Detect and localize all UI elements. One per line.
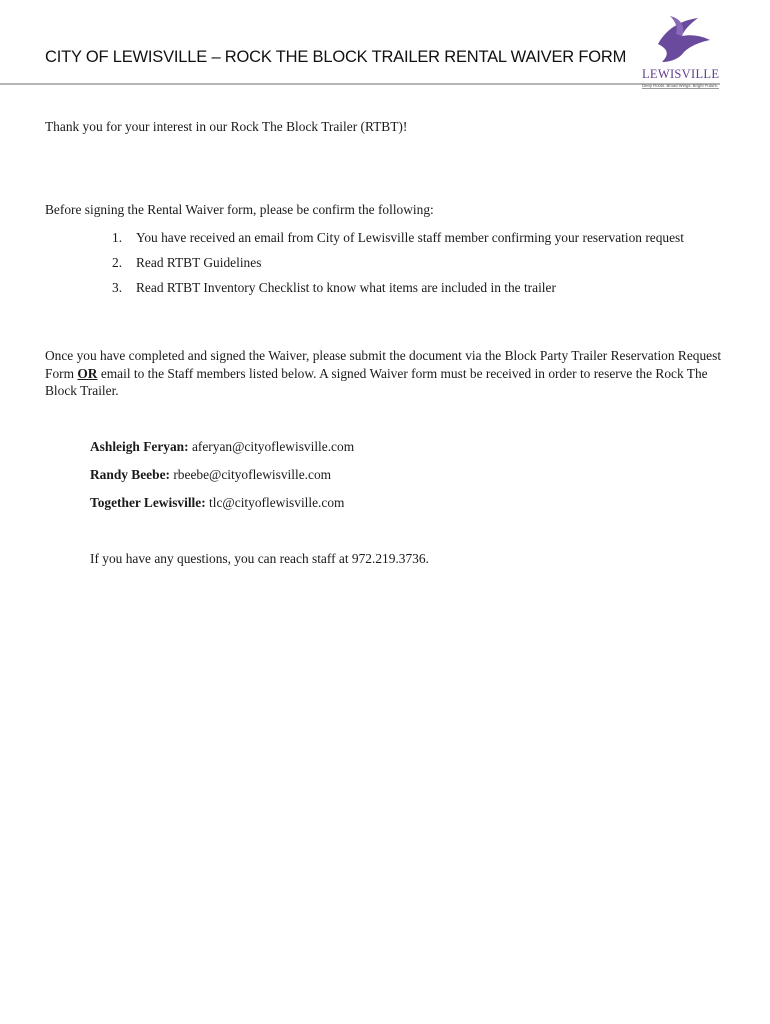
submission-emphasis: OR xyxy=(77,365,98,381)
list-number: 3. xyxy=(112,280,123,295)
contact-list xyxy=(90,438,354,522)
questions-text: If you have any questions, you can reach staff at 972.219.3736. xyxy=(90,551,429,566)
contact-name: Together Lewisville: xyxy=(90,495,206,510)
contact-name: Ashleigh Feryan: xyxy=(90,439,189,454)
list-number: 2. xyxy=(112,255,123,270)
contact-name: Randy Beebe: xyxy=(90,467,170,482)
intro-text: Thank you for your interest in our Rock The Block Trailer (RTBT)! xyxy=(45,119,408,134)
submission-paragraph xyxy=(45,347,725,400)
contact-email: rbeebe@cityoflewisville.com xyxy=(173,467,332,482)
list-item-text: You have received an email from City of Lewisville staff member confirming your reservation request xyxy=(136,230,684,245)
list-item xyxy=(112,254,684,279)
list-item-text: Read RTBT Inventory Checklist to know what items are included in the trailer xyxy=(136,280,556,295)
bird-icon xyxy=(640,14,722,94)
list-item xyxy=(112,229,684,254)
checklist xyxy=(112,229,684,304)
contact-email: aferyan@cityoflewisville.com xyxy=(191,439,355,454)
submission-text-2: email to the Staff members listed below. A signed Waiver form must be received in order to reserve the Rock The Block Trailer. xyxy=(45,365,708,398)
header-divider xyxy=(0,83,720,85)
logo-tagline: Deep Roots. Broad Wings. Bright Future. xyxy=(642,83,719,88)
contact-item xyxy=(90,466,354,494)
list-item-text: Read RTBT Guidelines xyxy=(136,255,262,270)
document-title: CITY OF LEWISVILLE – ROCK THE BLOCK TRAILER RENTAL WAIVER FORM xyxy=(45,48,627,66)
contact-item xyxy=(90,438,354,466)
before-signing-text: Before signing the Rental Waiver form, please be confirm the following: xyxy=(45,202,434,217)
list-item xyxy=(112,279,684,304)
logo-wordmark: LEWISVILLE xyxy=(642,67,720,81)
submission-text-1: Once you have completed and signed the Waiver, please submit the document via the Block Party Trailer Reservation Request Form xyxy=(45,348,722,381)
list-number: 1. xyxy=(112,230,123,245)
contact-item xyxy=(90,494,354,522)
contact-email: tlc@cityoflewisville.com xyxy=(209,495,345,510)
